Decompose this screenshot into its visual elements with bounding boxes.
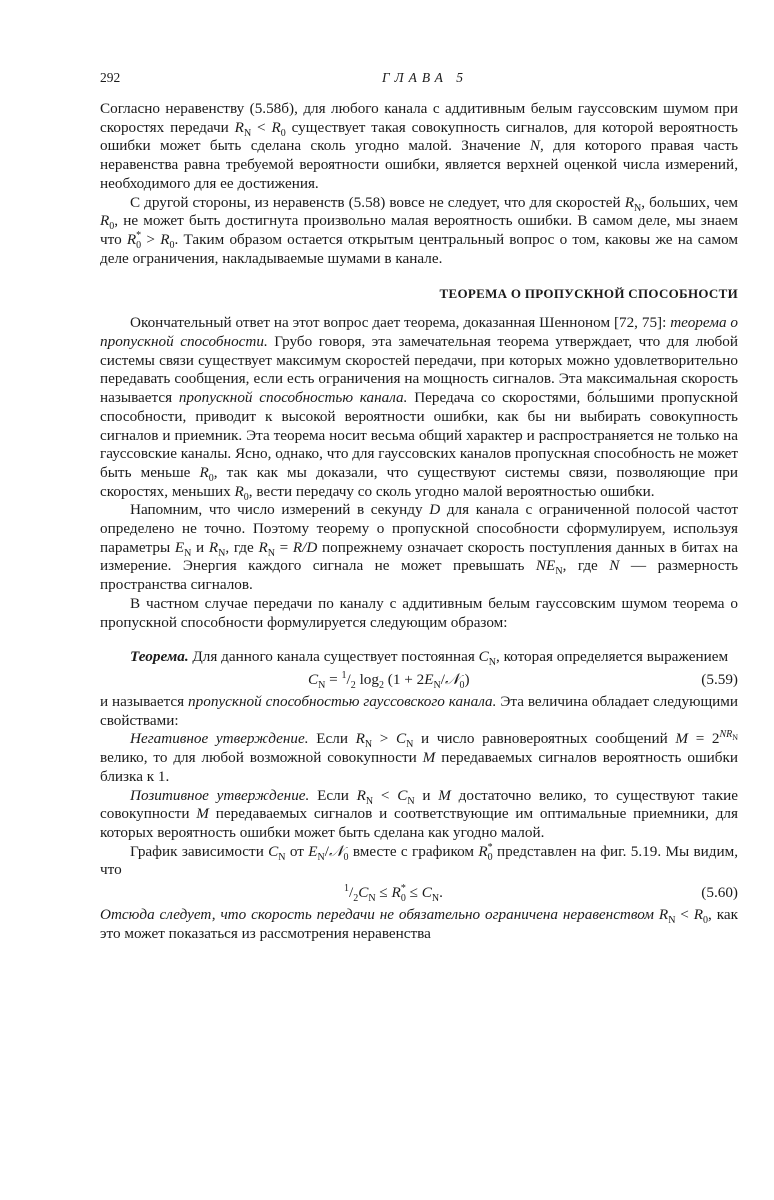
paragraph-6: и называется пропускной способностью гауссовского канала. Эта величина обладает следующими свойствами: xyxy=(100,692,739,729)
chapter-title: ГЛАВА 5 xyxy=(382,70,468,85)
running-header xyxy=(100,70,738,92)
equation-5-59-number: (5.59) xyxy=(701,670,738,688)
paragraph-3: Окончательный ответ на этот вопрос дает теорема, доказанная Шенноном [72, 75]: теорема о пропускной способности. Грубо говоря, эта замечательная теорема утверждает, что для любой системы связи существует максимум скоростей передачи, при которых можно удовлетворительно передавать сообщения, если есть ограничения на мощность сигналов. Эта максимальная скорость называется пропускной способностью канала. Передача со скоростями, бо́льшими пропускной способности, приводит к высокой вероятности ошибки, как бы ни выбирать совокупность сигналов и приемник. Эта теорема носит весьма общий характер и распространяется не только на гауссовские каналы. Ясно, однако, что для гауссовских каналов пропускная способность не может быть меньше $R_0$, так как мы доказали, что существуют системы связи, позволяющие при скоростях, меньших $R_0$, вести передачу со сколь угодно малой вероятностью ошибки. xyxy=(100,314,739,503)
section-title: ТЕОРЕМА О ПРОПУСКНОЙ СПОСОБНОСТИ xyxy=(439,286,738,302)
paragraph-1: Согласно неравенству (5.58б), для любого канала с аддитивным белым гауссовским шумом при скоростях передачи $R_N < R_0$ существует такая совокупность сигналов, для которой вероятность ошибки может быть сделана сколь угодно малой. Значение N, для которого правая часть неравенства равна требуемой вероятности ошибки, является верхней оценкой числа измерений, необходимого для ее достижения. xyxy=(100,100,738,192)
equation-5-59-expression: $C_N = ^1/_2$ $\log_2 (1$ + $2E_N/𝒩_0$) xyxy=(308,669,470,692)
paragraph-7: График зависимости $C_N$ от $E_N/𝒩_0$ вместе с графиком $R^*_0$ представлен на фиг. 5.19. Мы видим, что xyxy=(100,841,739,879)
equation-5-59 xyxy=(100,667,738,693)
page-number: 292 xyxy=(100,70,121,85)
equation-5-60-number: (5.60) xyxy=(701,884,738,902)
positive-statement: Позитивное утверждение. Если $R_N < C_N$ и M достаточно велико, то существуют такие совокупности M передаваемых сигналов и соответствующие им оптимальные приемники, для которых вероятность ошибки может быть сделана как угодно малой. xyxy=(100,786,739,841)
paragraph-5: В частном случае передачи по каналу с аддитивным белым гауссовским шумом теорема о пропускной способности формулируется следующим образом: xyxy=(100,594,738,631)
paragraph-4: Напомним, что число измерений в секунду D для канала с ограниченной полосой частот определено не точно. Поэтому теорему о пропускной способности сформулируем, используя параметры $E_N$ и $R_N$, где $R_N = R/D$ попрежнему означает скорость поступления данных в битах на измерение. Энергия каждого сигнала не может превышать $NE_N$, где N — размерность пространства сигналов. xyxy=(100,501,739,594)
paragraph-2: С другой стороны, из неравенств (5.58) вовсе не следует, что для скоростей $R_N$, больших, чем $R_0$, не может быть достигнута произвольно малая вероятность ошибки. В самом деле, мы знаем что $R^*_0 > R_0$. Таким образом остается открытым центральный вопрос о том, каковы же на самом деле ограничения, накладываемые шумами в канале. xyxy=(100,193,738,267)
equation-5-60 xyxy=(100,880,738,906)
negative-statement: Негативное утверждение. Если $R_N > C_N$ и число равновероятных сообщений $M = 2^{NR_N}$ велико, то для любой возможной совокупности M передаваемых сигналов вероятность ошибки близка к 1. xyxy=(100,729,739,785)
page-body xyxy=(100,70,738,943)
theorem-statement: Теорема. Для данного канала существует постоянная $C_N$, которая определяется выражением xyxy=(130,648,729,669)
equation-5-60-expression: $^1/_2C_N \le R^*_0 \le C_N$. xyxy=(344,882,443,905)
paragraph-8: Отсюда следует, что скорость передачи не обязательно ограничена неравенством $R_N < R_0$, как это может показаться из рассмотрения неравенства xyxy=(100,906,738,942)
